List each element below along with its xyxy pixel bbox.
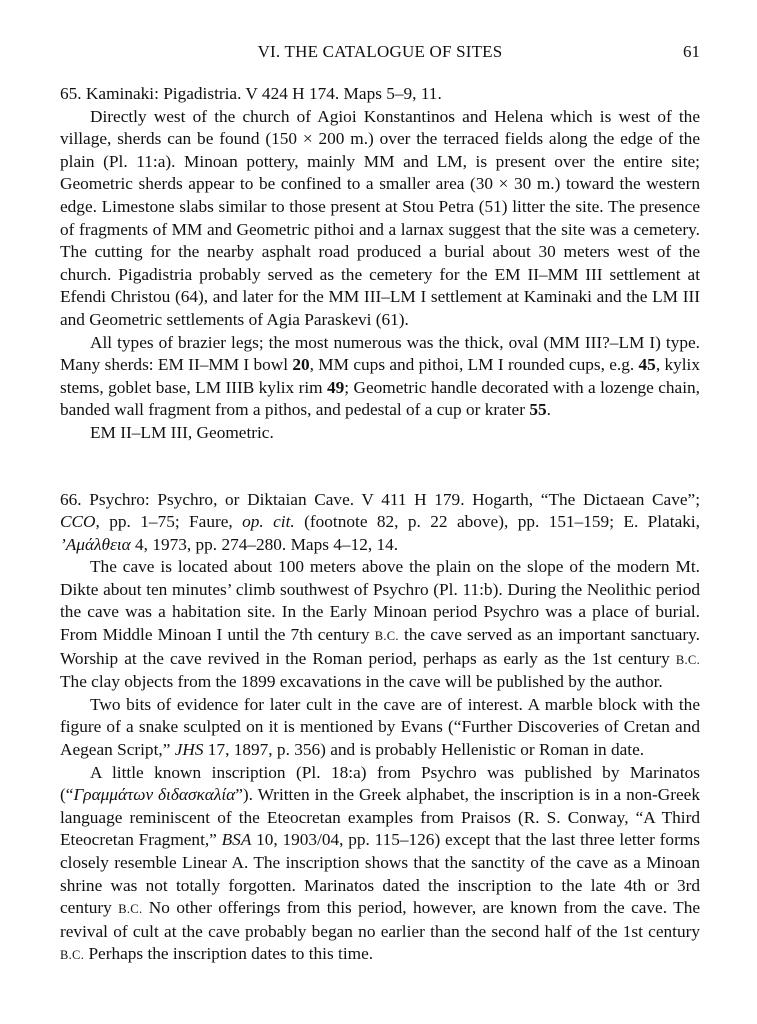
entry-separator	[60, 445, 700, 489]
entry-66-description: The cave is located about 100 meters above the plain on the slope of the modern Mt. Dikte about ten minutes’ climb southwest of Psychro (Pl. 11:b). During the Neolithic period the cave was a habitation site. In the Early Minoan period Psychro was a place of burial. From Middle Minoan I until the 7th century B.C. the cave served as an important sanctuary. Worship at the cave revived in the Roman period, perhaps as early as the 1st century B.C. The clay objects from the 1899 excavations in the cave will be published by the author.	[60, 557, 700, 692]
page-number: 61	[683, 42, 700, 61]
entry-65-dating: EM II–LM III, Geometric.	[90, 422, 274, 442]
entry-65-finds: All types of brazier legs; the most numerous was the thick, oval (MM III?–LM I) type. Many sherds: EM II–MM I bowl 20, MM cups and pithoi, LM I rounded cups, e.g. 45, kylix stems, goblet base, LM IIIB kylix rim 49; Geometric handle decorated with a lozenge chain, banded wall fragment from a pithos, and pedestal of a cup or krater 55.	[60, 332, 700, 420]
entry-65-heading: 65. Kaminaki: Pigadistria. V 424 H 174. Maps 5–9, 11.	[60, 84, 442, 103]
catalogue-number: 20	[292, 355, 310, 375]
catalogue-text	[60, 83, 700, 967]
running-head	[60, 42, 700, 64]
entry-65-description: Directly west of the church of Agioi Konstantinos and Helena which is west of the village, sherds can be found (150 × 200 m.) over the terraced fields along the edge of the plain (Pl. 11:a). Minoan pottery, mainly MM and LM, is present over the entire site; Geometric sherds appear to be confined to a smaller area (30 × 30 m.) toward the western edge. Limestone slabs similar to those present at Stou Petra (51) litter the site. The presence of fragments of MM and Geometric pithoi and a larnax suggest that the site was a cemetery. The cutting for the nearby asphalt road produced a burial about 30 meters west of the church. Pigadistria probably served as the cemetery for the EM II–MM III settlement at Efendi Christou (64), and later for the MM III–LM I settlement at Kaminaki and the LM III and Geometric settlements of Agia Paraskevi (61).	[60, 106, 700, 329]
chapter-title: VI. THE CATALOGUE OF SITES	[257, 42, 503, 61]
catalogue-number: 55	[529, 400, 547, 420]
catalogue-number: 49	[327, 377, 345, 397]
entry-66-inscription: A little known inscription (Pl. 18:a) from Psychro was published by Marinatos (“Γραμμάτων διδασκαλία”). Written in the Greek alphabet, the inscription is in a non-Greek language reminiscent of the Eteocretan examples from Praisos (R. S. Conway, “A Third Eteocretan Fragment,” BSA 10, 1903/04, pp. 115–126) except that the last three letter forms closely resemble Linear A. The inscription shows that the sanctity of the cave as a Minoan shrine was not totally forgotten. Marinatos dated the inscription to the late 4th or 3rd century B.C. No other offerings from this period, however, are known from the cave. The revival of cult at the cave probably began no earlier than the second half of the 1st century B.C. Perhaps the inscription dates to this time.	[60, 762, 701, 964]
catalogue-number: 45	[638, 355, 656, 375]
entry-66-heading: 66. Psychro: Psychro, or Diktaian Cave. V 411 H 179. Hogarth, “The Dictaean Cave”; CCO, pp. 1–75; Faure, op. cit. (footnote 82, p. 22 above), pp. 151–159; E. Plataki, ’Αμάλθεια 4, 1973, pp. 274–280. Maps 4–12, 14.	[60, 489, 700, 554]
entry-66-later-cult: Two bits of evidence for later cult in the cave are of interest. A marble block with the figure of a snake sculpted on it is mentioned by Evans (“Further Discoveries of Cretan and Aegean Script,” JHS 17, 1897, p. 356) and is probably Hellenistic or Roman in date.	[60, 694, 700, 760]
